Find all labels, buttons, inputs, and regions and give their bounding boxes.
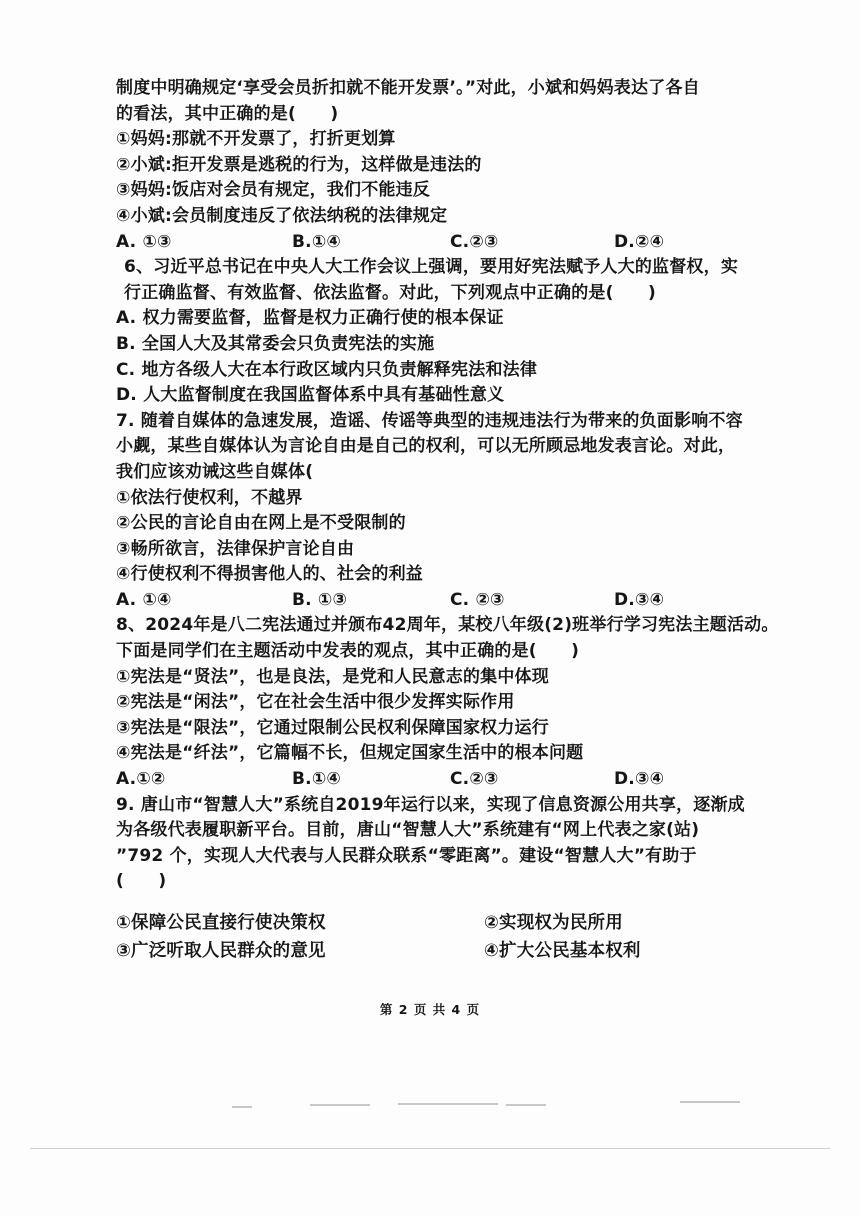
q6-option-a: A. 权力需要监督，监督是权力正确行使的根本保证 bbox=[116, 308, 504, 329]
q5-item-3: ③妈妈:饭店对会员有规定，我们不能违反 bbox=[116, 180, 430, 201]
q9-item-3: ③广泛听取人民群众的意见 bbox=[116, 940, 326, 961]
q9-item-2: ②实现权为民所用 bbox=[484, 913, 623, 933]
q9-stem-line-3: ”792 个，实现人大代表与人民群众联系“零距离”。建设“智慧人大”有助于 bbox=[116, 845, 697, 866]
q8-option-a: A.①② bbox=[116, 769, 166, 790]
scan-noise bbox=[398, 1103, 498, 1105]
q7-item-1: ①依法行使权利，不越界 bbox=[116, 487, 303, 508]
q7-stem-line-2: 小觑，某些自媒体认为言论自由是自己的权利，可以无所顾忌地发表言论。对此， bbox=[116, 436, 736, 457]
q9-item-4: ④扩大公民基本权利 bbox=[484, 940, 641, 961]
q5-options bbox=[116, 230, 776, 256]
q8-option-c: C.②③ bbox=[450, 769, 499, 790]
q5-option-d: D.②④ bbox=[614, 231, 665, 252]
q7-item-2: ②公民的言论自由在网上是不受限制的 bbox=[116, 513, 406, 534]
q5-stem-line-1: 制度中明确规定‘享受会员折扣就不能开发票’。”对此，小斌和妈妈表达了各自 bbox=[116, 78, 700, 98]
q6-stem-line-2: 行正确监督、有效监督、依法监督。对此，下列观点中正确的是( ) bbox=[124, 282, 656, 303]
scan-noise bbox=[680, 1101, 740, 1103]
spacer bbox=[116, 895, 776, 909]
q8-item-4: ④宪法是“纤法”，它篇幅不长，但规定国家生活中的根本问题 bbox=[116, 743, 584, 764]
q7-option-b: B. ①③ bbox=[292, 589, 348, 610]
q9-item-1: ①保障公民直接行使决策权 bbox=[116, 913, 326, 933]
q5-item-4: ④小斌:会员制度违反了依法纳税的法律规定 bbox=[116, 205, 448, 226]
q5-stem-line-2: 的看法，其中正确的是( ) bbox=[116, 103, 339, 124]
q8-stem-line-2: 下面是同学们在主题活动中发表的观点，其中正确的是( ) bbox=[116, 641, 580, 662]
q6-stem-line-1: 6、习近平总书记在中央人大工作会议上强调，要用好宪法赋予人大的监督权，实 bbox=[124, 257, 739, 278]
q7-option-a: A. ①④ bbox=[116, 589, 172, 610]
page-footer: 第 2 页 共 4 页 bbox=[379, 1002, 481, 1017]
scan-noise bbox=[506, 1104, 546, 1106]
q8-stem-line-1: 8、2024年是八二宪法通过并颁布42周年，某校八年级(2)班举行学习宪法主题活动。 bbox=[116, 615, 779, 636]
q7-option-c: C. ②③ bbox=[450, 589, 505, 610]
q7-stem-line-3: 我们应该劝诫这些自媒体( bbox=[116, 461, 314, 482]
q5-option-c: C.②③ bbox=[450, 231, 499, 252]
q5-option-a: A. ①③ bbox=[116, 231, 172, 252]
page-border-line bbox=[30, 1148, 830, 1149]
q6-option-c: C. 地方各级人大在本行政区域内只负责解释宪法和法律 bbox=[116, 359, 538, 380]
q8-options bbox=[116, 767, 776, 793]
q9-stem-line-1: 9. 唐山市“智慧人大”系统自2019年运行以来，实现了信息资源公用共享，逐渐成 bbox=[116, 794, 745, 815]
q8-item-2: ②宪法是“闲法”，它在社会生活中很少发挥实际作用 bbox=[116, 692, 515, 713]
q6-option-b: B. 全国人大及其常委会只负责宪法的实施 bbox=[116, 333, 435, 354]
q9-stem-line-4: ( ) bbox=[116, 871, 167, 892]
scan-noise bbox=[310, 1104, 370, 1106]
q5-item-1: ①妈妈:那就不开发票了，打折更划算 bbox=[116, 129, 396, 150]
q8-option-d: D.③④ bbox=[614, 769, 665, 790]
q8-item-1: ①宪法是“贤法”，也是良法，是党和人民意志的集中体现 bbox=[116, 666, 549, 687]
q9-items-row-2 bbox=[116, 939, 776, 965]
q5-item-2: ②小斌:拒开发票是逃税的行为，这样做是违法的 bbox=[116, 154, 482, 175]
q5-option-b: B.①④ bbox=[292, 231, 342, 252]
q9-items-row-1 bbox=[116, 911, 776, 937]
q6-option-d: D. 人大监督制度在我国监督体系中具有基础性意义 bbox=[116, 385, 505, 406]
exam-content bbox=[116, 76, 779, 964]
q7-item-4: ④行使权利不得损害他人的、社会的利益 bbox=[116, 564, 423, 585]
q9-stem-line-2: 为各级代表履职新平台。目前，唐山“智慧人大”系统建有“网上代表之家(站) bbox=[116, 820, 700, 841]
scan-noise bbox=[232, 1106, 252, 1108]
q7-options bbox=[116, 588, 776, 614]
q7-item-3: ③畅所欲言，法律保护言论自由 bbox=[116, 538, 355, 559]
q7-option-d: D.③④ bbox=[614, 589, 665, 610]
q8-item-3: ③宪法是“限法”，它通过限制公民权利保障国家权力运行 bbox=[116, 717, 549, 738]
q7-stem-line-1: 7. 随着自媒体的急速发展，造谣、传谣等典型的违规违法行为带来的负面影响不容 bbox=[116, 410, 743, 431]
q8-option-b: B.①④ bbox=[292, 769, 342, 790]
